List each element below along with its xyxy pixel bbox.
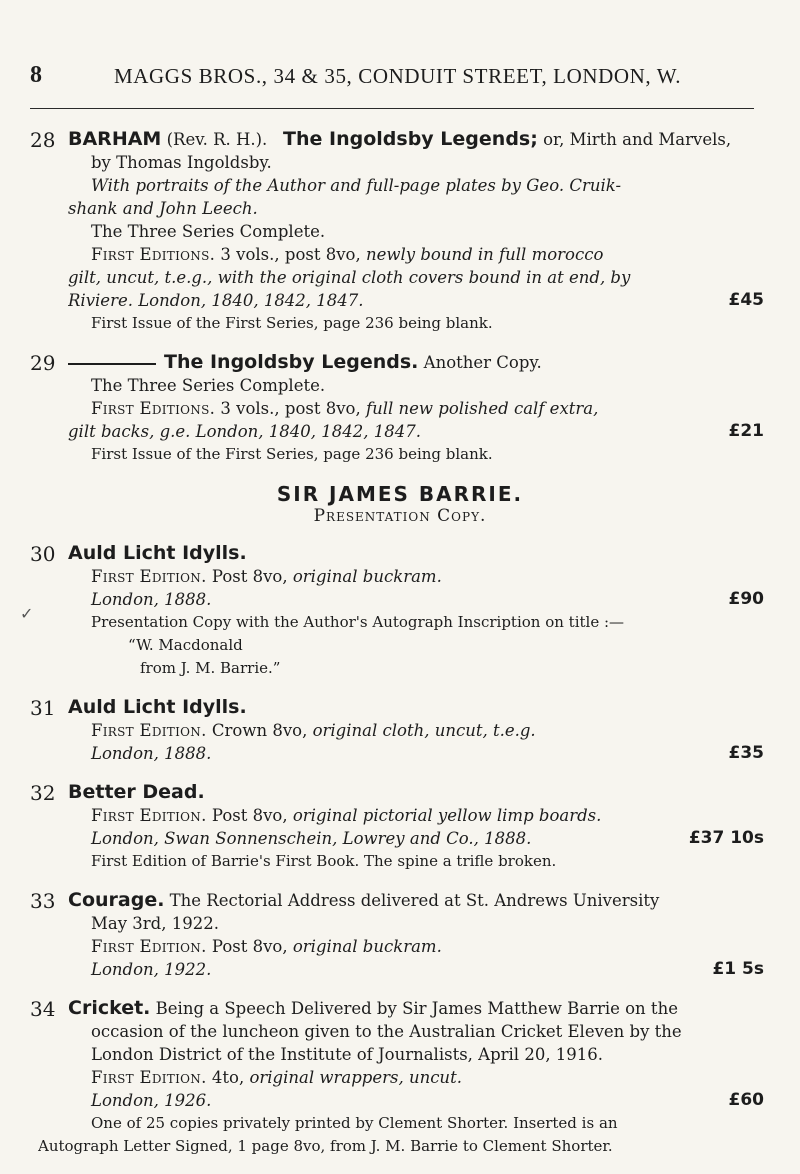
catalogue-entry	[0, 997, 800, 1158]
entry-title-rest: or, Mirth and Marvels,	[537, 130, 732, 149]
entry-price: £45	[728, 290, 764, 310]
edition-label: First Edition.	[91, 1068, 207, 1087]
entry-imprint: London, 1888.	[91, 590, 212, 609]
entry-binding: original pictorial yellow limp boards.	[292, 806, 602, 825]
entry-binding: original cloth, uncut, t.e.g.	[312, 721, 536, 740]
entry-format: Crown 8vo,	[206, 721, 313, 740]
entry-imprint: London, 1888.	[91, 744, 212, 763]
entry-line: May 3rd, 1922.	[91, 914, 219, 933]
entry-title: Courage.	[68, 889, 165, 911]
entry-price: £37 10s	[688, 828, 764, 848]
entry-imprint: London, 1926.	[91, 1091, 212, 1110]
entry-title-rest: The Rectorial Address delivered at St. Andrews University	[164, 891, 660, 910]
entry-price: £90	[728, 589, 764, 609]
header-rule	[30, 108, 754, 109]
entry-price: £60	[728, 1090, 764, 1110]
entry-binding: original buckram.	[292, 937, 442, 956]
entry-format: Post 8vo,	[206, 937, 293, 956]
entry-number: 29	[30, 351, 56, 375]
entry-title: Cricket.	[68, 997, 151, 1019]
entry-note: First Issue of the First Series, page 236 being blank.	[91, 314, 493, 332]
catalogue-entry	[0, 781, 800, 873]
entry-binding: full new polished calf extra,	[365, 399, 599, 418]
edition-label: First Edition.	[91, 567, 207, 586]
entry-note: Presentation Copy with the Author's Autograph Inscription on title :—	[91, 613, 625, 631]
edition-label: First Edition.	[91, 806, 207, 825]
entry-line: by Thomas Ingoldsby.	[91, 153, 272, 172]
entry-title: Auld Licht Idylls.	[68, 696, 247, 718]
entry-line: occasion of the luncheon given to the Australian Cricket Eleven by the	[91, 1022, 682, 1041]
entry-author: BARHAM	[68, 128, 162, 150]
entry-note: First Issue of the First Series, page 236 being blank.	[91, 445, 493, 463]
entry-author-detail: (Rev. R. H.).	[161, 130, 268, 149]
entry-imprint: London, Swan Sonnenschein, Lowrey and Co., 1888.	[91, 829, 532, 848]
entry-binding: newly bound in full morocco	[365, 245, 604, 264]
entry-format: 3 vols., post 8vo,	[215, 399, 366, 418]
running-head: MAGGS BROS., 34 & 35, CONDUIT STREET, LONDON, W.	[114, 64, 682, 88]
entry-number: 32	[30, 781, 56, 805]
entry-title: The Ingoldsby Legends;	[283, 128, 538, 150]
entry-note: One of 25 copies privately printed by Clement Shorter. Inserted is an	[91, 1114, 618, 1132]
entry-imprint: London, 1922.	[91, 960, 212, 979]
edition-label: First Editions.	[91, 399, 216, 418]
edition-label: First Editions.	[91, 245, 216, 264]
pencil-mark-icon: ✓	[20, 604, 34, 623]
entry-price: £35	[728, 743, 764, 763]
catalogue-entry	[0, 351, 800, 466]
entry-number: 30	[30, 542, 56, 566]
entry-format: Post 8vo,	[206, 806, 293, 825]
entry-note: First Edition of Barrie's First Book. The spine a trifle broken.	[91, 852, 557, 870]
catalogue-entry	[0, 889, 800, 981]
entry-line: The Three Series Complete.	[91, 222, 326, 241]
entry-format: 3 vols., post 8vo,	[215, 245, 366, 264]
catalogue-entries	[0, 128, 800, 1174]
entry-title-rest: Another Copy.	[418, 353, 542, 372]
entry-imprint: Riviere. London, 1840, 1842, 1847.	[68, 291, 364, 310]
entry-note: Autograph Letter Signed, 1 page 8vo, from J. M. Barrie to Clement Shorter.	[38, 1137, 613, 1155]
entry-title: The Ingoldsby Legends.	[164, 351, 419, 373]
entry-title: Better Dead.	[68, 781, 205, 803]
entry-number: 31	[30, 696, 56, 720]
entry-imprint: gilt backs, g.e. London, 1840, 1842, 1847.	[68, 422, 421, 441]
entry-note: from J. M. Barrie.”	[140, 659, 281, 677]
entry-number: 34	[30, 997, 56, 1021]
entry-line: With portraits of the Author and full-page plates by Geo. Cruik-	[91, 176, 622, 195]
entry-price: £1 5s	[712, 959, 764, 979]
section-title: SIR JAMES BARRIE.	[276, 482, 524, 506]
catalogue-entry	[0, 128, 800, 335]
entry-format: Post 8vo,	[206, 567, 293, 586]
entry-binding: original buckram.	[292, 567, 442, 586]
entry-line: London District of the Institute of Journalists, April 20, 1916.	[91, 1045, 604, 1064]
entry-format: 4to,	[206, 1068, 250, 1087]
entry-line: The Three Series Complete.	[91, 376, 326, 395]
section-subtitle: Presentation Copy.	[313, 506, 487, 526]
entry-line: gilt, uncut, t.e.g., with the original cloth covers bound in at end, by	[68, 268, 631, 287]
entry-binding: original wrappers, uncut.	[249, 1068, 462, 1087]
edition-label: First Edition.	[91, 937, 207, 956]
entry-title-rest: Being a Speech Delivered by Sir James Matthew Barrie on the	[150, 999, 678, 1018]
page-header	[0, 0, 800, 118]
entry-price: £21	[728, 421, 764, 441]
entry-title: Auld Licht Idylls.	[68, 542, 247, 564]
entry-number: 33	[30, 889, 56, 913]
entry-line: shank and John Leech.	[68, 199, 258, 218]
ditto-dash	[68, 363, 156, 365]
edition-label: First Edition.	[91, 721, 207, 740]
catalogue-entry	[0, 542, 800, 680]
section-heading	[0, 482, 800, 526]
page-number: 8	[30, 62, 42, 88]
catalogue-entry	[0, 696, 800, 765]
entry-note: “W. Macdonald	[128, 636, 243, 654]
entry-number: 28	[30, 128, 56, 152]
